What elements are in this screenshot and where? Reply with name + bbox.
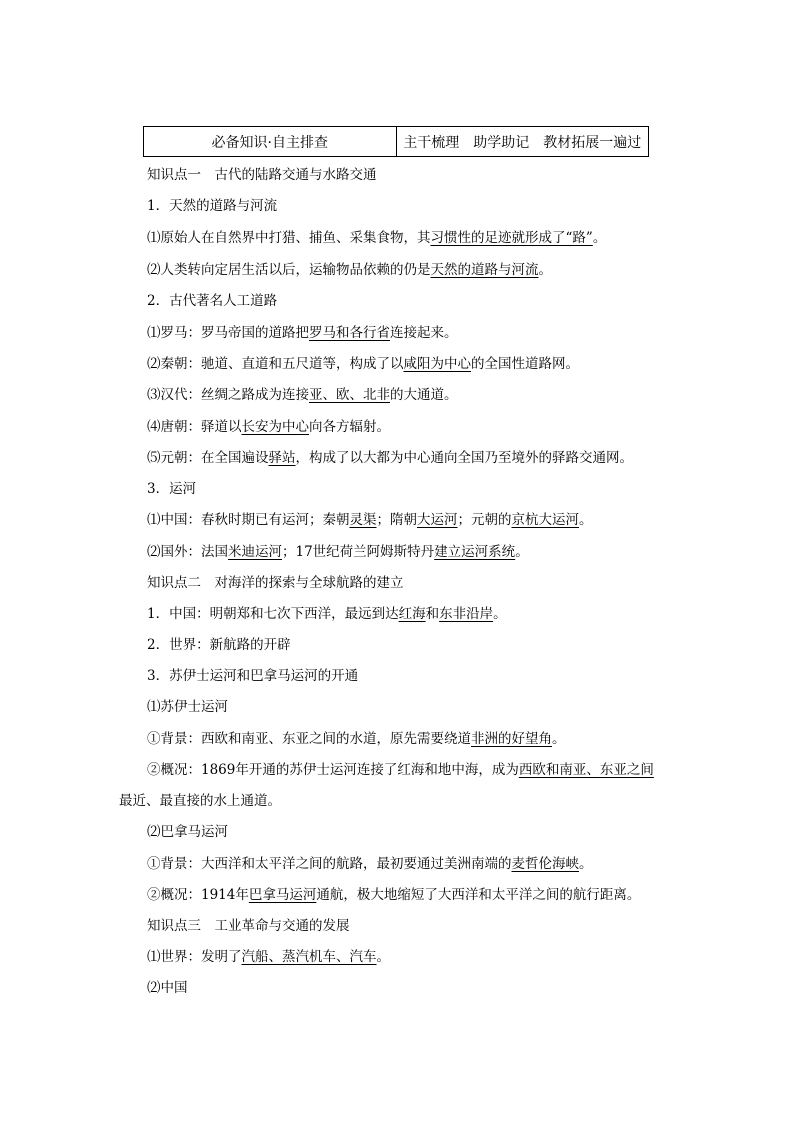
k3-item-2: ⑵中国 — [147, 980, 188, 996]
k2-item-1-answer-1: 红海 — [398, 606, 426, 622]
k2-item-9-answer: 麦哲伦海峡 — [511, 856, 579, 872]
k1-item-4-answer: 咸阳为中心 — [403, 356, 471, 372]
k3-item-1: ⑴世界：发明了汽船、蒸汽机车、汽车。 — [147, 949, 390, 965]
knowledge-point-3-title: 知识点三 工业革命与交通的发展 — [147, 918, 350, 934]
k1-item-5: ⑶汉代：丝绸之路成为连接亚、欧、北非的大通道。 — [147, 387, 458, 403]
k2-item-4: ⑴苏伊士运河 — [147, 699, 228, 715]
section-header-right: 主干梳理 助学助记 教材拓展一遍过 — [403, 134, 642, 151]
k1-subheading-1: 1．天然的道路与河流 — [147, 198, 278, 214]
k1-item-1-answer: 习惯性的足迹就形成了“路” — [430, 230, 593, 246]
k1-item-6-answer: 长安为中心 — [241, 419, 309, 435]
k1-item-9-answer-1: 米迪运河 — [228, 544, 282, 560]
k1-item-8-answer-2: 大运河 — [417, 512, 458, 528]
k1-item-6: ⑷唐朝：驿道以长安为中心向各方辐射。 — [147, 419, 390, 435]
k1-item-9: ⑵国外：法国米迪运河；17世纪荷兰阿姆斯特丹建立运河系统。 — [147, 544, 529, 560]
k1-subheading-3: 3．运河 — [147, 481, 197, 497]
k2-item-6: ②概况：1869年开通的苏伊士运河连接了红海和地中海，成为西欧和南亚、东亚之间 — [147, 762, 654, 778]
knowledge-point-2-title: 知识点二 对海洋的探索与全球航路的建立 — [147, 575, 404, 591]
k1-item-1: ⑴原始人在自然界中打猎、捕鱼、采集食物，其习惯性的足迹就形成了“路”。 — [147, 230, 607, 246]
k1-item-4: ⑵秦朝：驰道、直道和五尺道等，构成了以咸阳为中心的全国性道路网。 — [147, 356, 579, 372]
section-header-box — [143, 126, 649, 157]
k1-item-3: ⑴罗马：罗马帝国的道路把罗马和各行省连接起来。 — [147, 325, 458, 341]
k2-item-10: ②概况：1914年巴拿马运河通航，极大地缩短了大西洋和太平洋之间的航行距离。 — [147, 887, 641, 903]
k1-item-5-answer: 亚、欧、北非 — [309, 387, 390, 403]
k2-item-5-answer: 非洲的好望角 — [471, 731, 552, 747]
k2-item-6-answer: 西欧和南亚、东亚之间 — [518, 762, 654, 778]
k2-item-5: ①背景：西欧和南亚、东亚之间的水道，原先需要绕道非洲的好望角。 — [147, 731, 566, 747]
k2-item-8: ⑵巴拿马运河 — [147, 824, 228, 840]
k1-item-2-answer: 天然的道路与河流 — [430, 262, 539, 278]
k1-item-3-answer: 罗马和各行省 — [309, 325, 390, 341]
k3-item-1-answer: 汽船、蒸汽机车、汽车 — [241, 949, 377, 965]
knowledge-point-1-title: 知识点一 古代的陆路交通与水路交通 — [147, 167, 377, 183]
k2-item-3: 3．苏伊士运河和巴拿马运河的开通 — [147, 668, 359, 684]
k2-item-1-answer-2: 东非沿岸 — [439, 606, 494, 622]
k1-item-7-answer: 驿站 — [268, 450, 296, 466]
k2-item-10-answer: 巴拿马运河 — [248, 887, 317, 903]
k1-item-8: ⑴中国：春秋时期已有运河；秦朝灵渠；隋朝大运河；元朝的京杭大运河。 — [147, 512, 593, 528]
k1-subheading-2: 2．古代著名人工道路 — [147, 293, 278, 309]
k2-item-9: ①背景：大西洋和太平洋之间的航路，最初要通过美洲南端的麦哲伦海峡。 — [147, 856, 593, 872]
k2-item-1: 1．中国：明朝郑和七次下西洋，最远到达红海和东非沿岸。 — [147, 606, 507, 622]
k1-item-2: ⑵人类转向定居生活以后，运输物品依赖的仍是天然的道路与河流。 — [147, 262, 552, 278]
k2-item-6-continued: 最近、最直接的水上通道。 — [119, 793, 281, 809]
k1-item-9-answer-2: 建立运河系统 — [434, 544, 516, 560]
k2-item-2: 2．世界：新航路的开辟 — [147, 637, 291, 653]
k1-item-8-answer-3: 京杭大运河 — [511, 512, 579, 528]
section-header-left: 必备知识·自主排查 — [144, 127, 397, 156]
k1-item-8-answer-1: 灵渠 — [349, 512, 377, 528]
k1-item-7: ⑸元朝：在全国遍设驿站，构成了以大都为中心通向全国乃至境外的驿路交通网。 — [147, 450, 633, 466]
